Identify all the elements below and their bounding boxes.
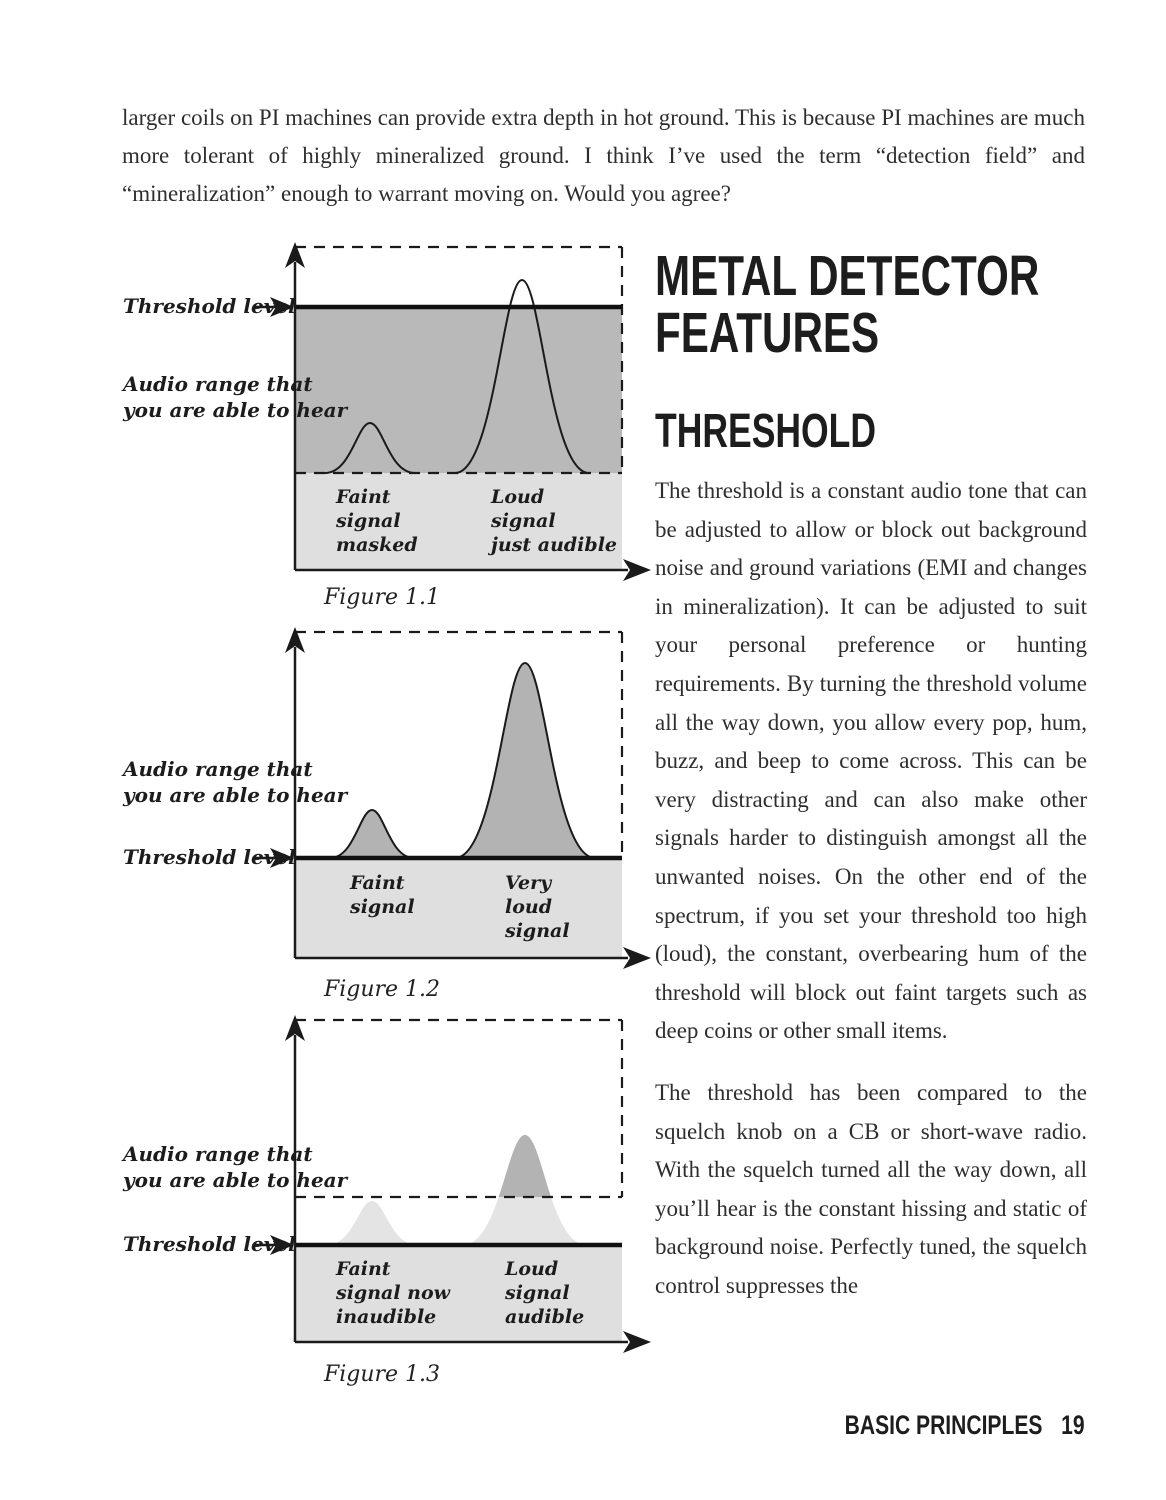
threshold-level-label: Threshold level	[123, 1232, 296, 1256]
loud-signal-label: Loud signal just audible	[491, 486, 617, 556]
faint-signal-label: Faint signal now inaudible	[336, 1258, 450, 1328]
figure-caption: Figure 1.3	[323, 1362, 441, 1387]
figure-1-1	[110, 240, 655, 632]
threshold-level-label: Threshold level	[123, 294, 296, 318]
threshold-level-label: Threshold level	[123, 845, 296, 869]
intro-paragraph: larger coils on PI machines can provide extra depth in hot ground. This is because PI machines are much more tolerant of highly mineralized ground. I think I’ve used the term “detection field” and “mineralization” enough to warrant moving on. Would you agree?	[122, 105, 1085, 206]
very-loud-signal-label: Very loud signal	[505, 872, 570, 942]
very-loud-signal-curve	[455, 663, 595, 858]
label-band	[295, 858, 622, 958]
audio-range-label: Audio range that you are able to hear	[123, 372, 348, 422]
figure-caption: Figure 1.1	[323, 585, 441, 610]
article-column	[655, 244, 1087, 1328]
audio-range-label: Audio range that you are able to hear	[123, 1142, 348, 1192]
figure-1-2	[110, 625, 655, 1020]
article-heading: METAL DETECTOR FEATURES	[655, 244, 1040, 365]
audio-range-label: Audio range that you are able to hear	[123, 757, 348, 807]
faint-signal-curve	[327, 1201, 417, 1245]
faint-signal-label: Faint signal	[350, 872, 415, 918]
footer-page-number: 19	[1061, 1410, 1085, 1440]
faint-signal-curve	[330, 810, 414, 858]
figure-caption: Figure 1.2	[323, 977, 441, 1002]
footer-section-title: BASIC PRINCIPLES	[845, 1410, 1043, 1440]
article-subheading: THRESHOLD	[655, 405, 877, 458]
faint-signal-label: Faint signal masked	[336, 486, 418, 556]
loud-signal-label: Loud signal audible	[505, 1258, 585, 1328]
article-paragraph-2: The threshold has been compared to the squelch knob on a CB or short-wave radio. With the squelch turned all the way down, all you’ll hear is the constant hissing and static of background noise. Perfectly tuned, the squelch control suppresses the	[655, 1079, 1087, 1298]
figure-1-3-diagram	[110, 1013, 655, 1413]
page-footer	[845, 1410, 1085, 1441]
article-paragraph-1: The threshold is a constant audio tone that can be adjusted to allow or block out background noise and ground variations (EMI and changes in mineralization). It can be adjusted to suit your personal preference or hunting requirements. By turning the threshold volume all the way down, you allow every pop, hum, buzz, and beep to come across. This can be very distracting and can also make other signals harder to distinguish amongst all the unwanted noises. On the other end of the spectrum, if you set your threshold too high (loud), the constant, overbearing hum of the threshold will block out faint targets such as deep coins or other small items.	[655, 478, 1087, 1044]
figure-1-2-diagram	[110, 625, 655, 1020]
figure-1-3	[110, 1013, 655, 1413]
